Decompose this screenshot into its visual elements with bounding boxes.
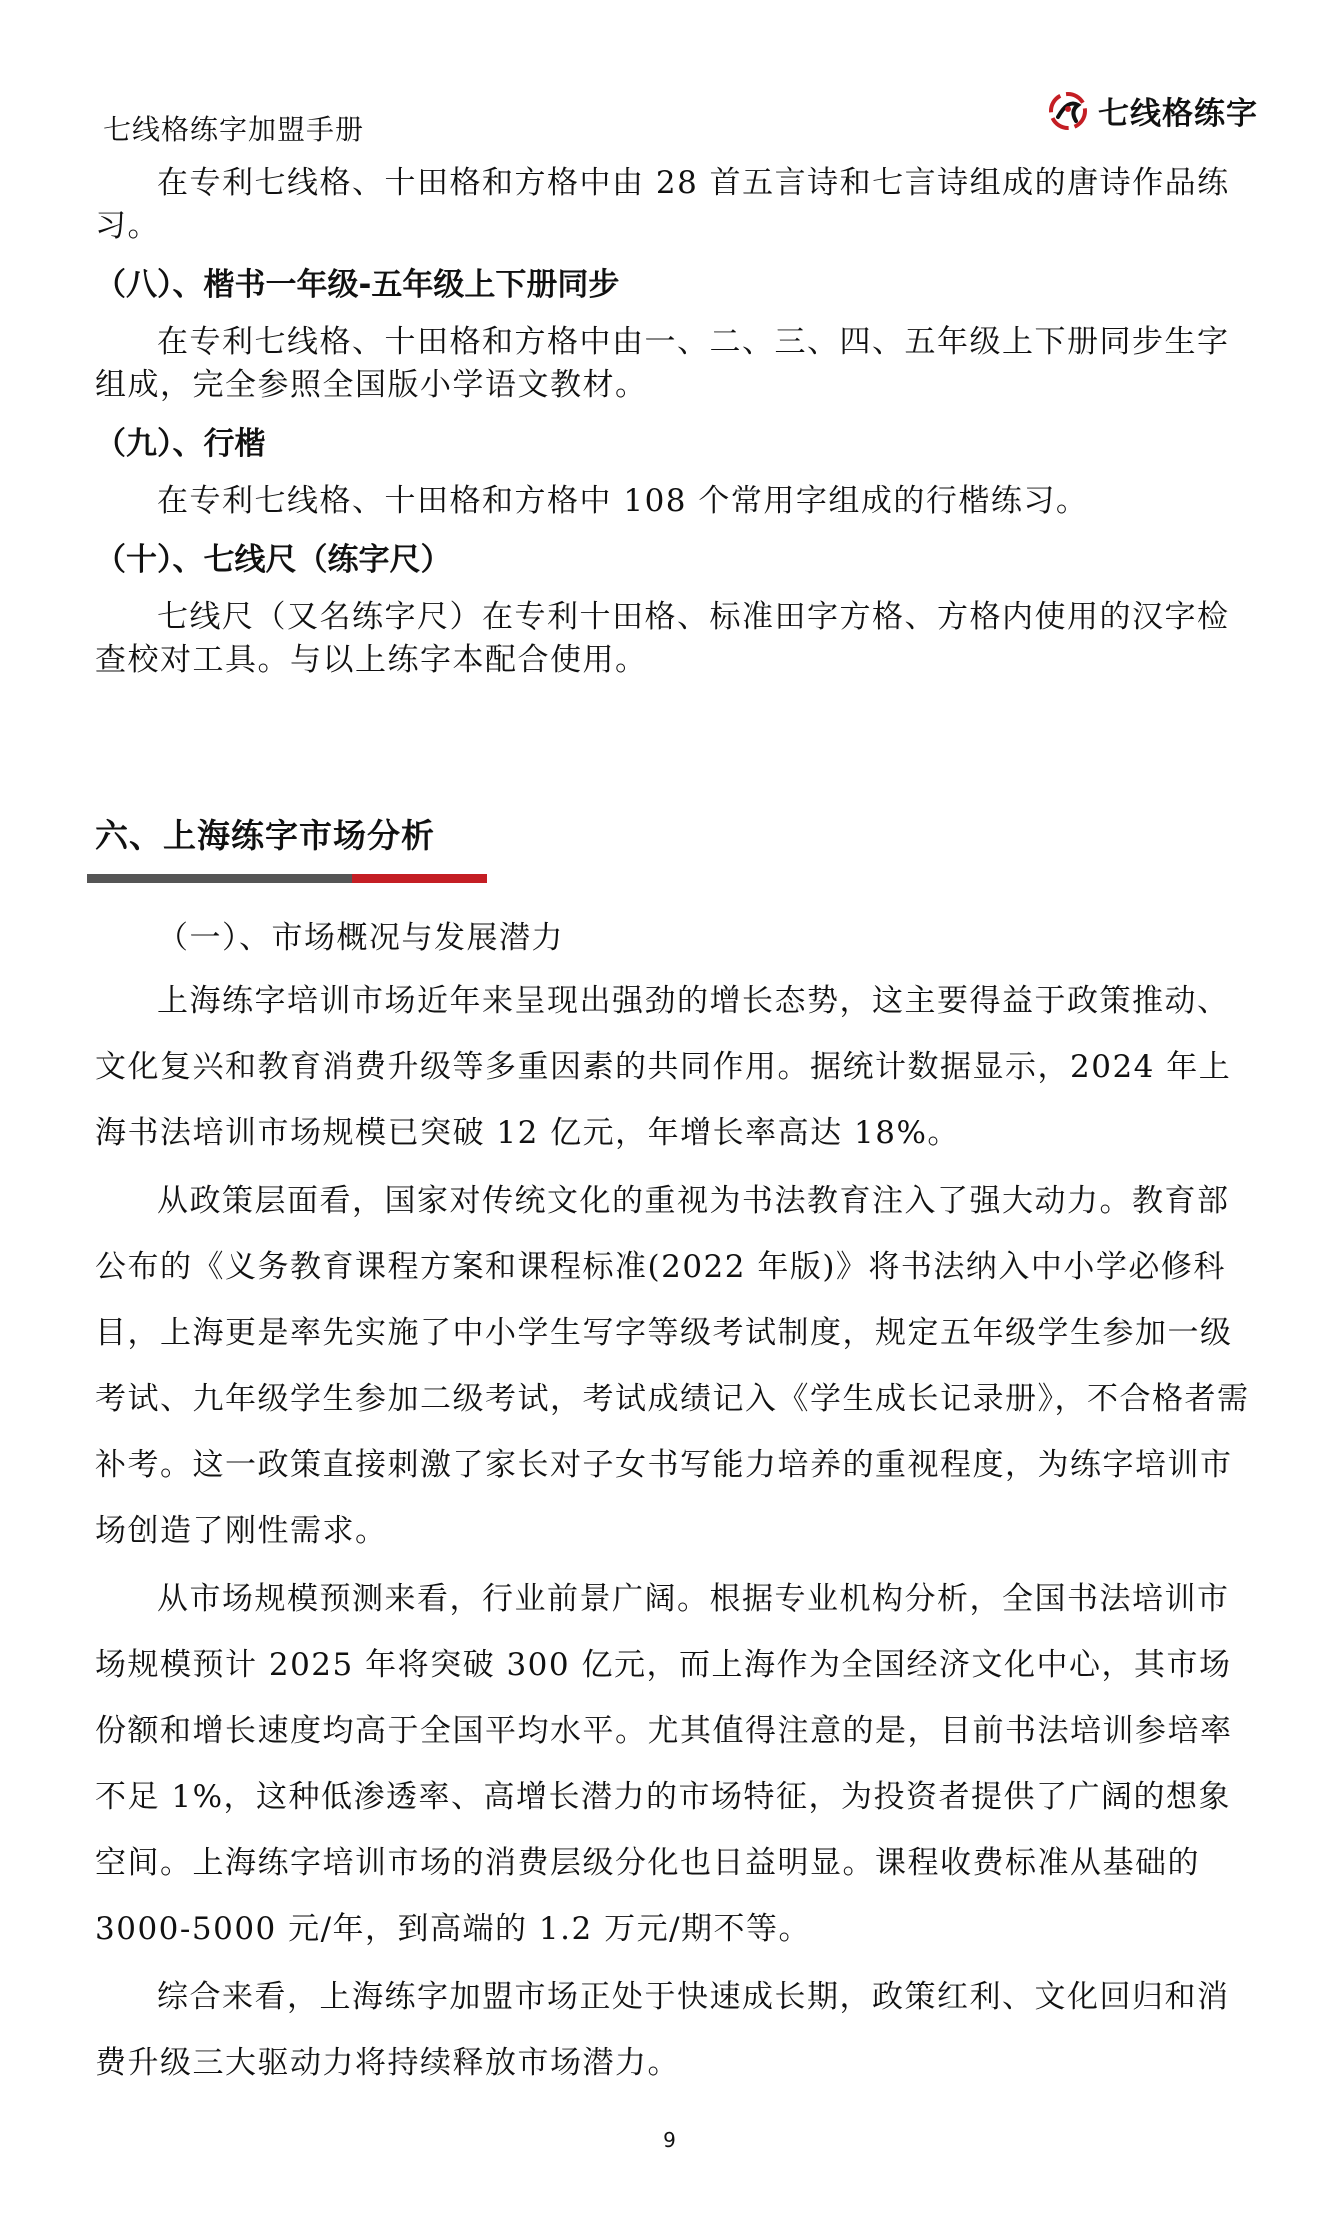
paragraph-policy: 从政策层面看，国家对传统文化的重视为书法教育注入了强大动力。教育部公布的《义务教育课程方案和课程标准(2022 年版)》将书法纳入中小学必修科目，上海更是率先实施了中小学生写字等级考试制度，规定五年级学生参加一级考试、九年级学生参加二级考试，考试成绩记入《学生成长记录册》，不合格者需补考。这一政策直接刺激了家长对子女书写能力培养的重视程度，为练字培训市场创造了刚性需求。 bbox=[95, 1183, 1250, 1549]
heading-ruler: （十）、七线尺（练字尺） bbox=[95, 542, 452, 578]
paragraph-kaishu-sync: 在专利七线格、十田格和方格中由一、二、三、四、五年级上下册同步生字组成，完全参照全国版小学语文教材。 bbox=[95, 324, 1230, 403]
underline-gray bbox=[87, 874, 352, 883]
section-underline bbox=[87, 874, 487, 883]
underline-red bbox=[352, 874, 487, 883]
paragraph-ruler: 七线尺（又名练字尺）在专利十田格、标准田字方格、方格内使用的汉字检查校对工具。与以上练字本配合使用。 bbox=[95, 599, 1230, 678]
top-content bbox=[95, 162, 1255, 682]
document-title: 七线格练字加盟手册 bbox=[103, 113, 365, 146]
section-heading-market: 六、上海练字市场分析 bbox=[95, 816, 435, 855]
paragraph-market-scale: 从市场规模预测来看，行业前景广阔。根据专业机构分析，全国书法培训市场规模预计 2025 年将突破 300 亿元，而上海作为全国经济文化中心，其市场份额和增长速度均高于全国平均水平。尤其值得注意的是，目前书法培训参培率不足 1%，这种低渗透率、高增长潜力的市场特征，为投资者提供了广阔的想象空间。上海练字培训市场的消费层级分化也日益明显。课程收费标准从基础的 3000-5000 元/年，到高端的 1.2 万元/期不等。 bbox=[95, 1581, 1233, 1947]
heading-xingkai: （九）、行楷 bbox=[95, 426, 266, 462]
paragraph-summary: 综合来看，上海练字加盟市场正处于快速成长期，政策红利、文化回归和消费升级三大驱动力将持续释放市场潜力。 bbox=[95, 1979, 1230, 2081]
brand-logo-icon bbox=[1048, 91, 1088, 131]
market-content bbox=[95, 908, 1255, 2098]
subheading-market-overview: （一）、市场概况与发展潜力 bbox=[157, 920, 564, 956]
page-number: 9 bbox=[663, 2128, 676, 2152]
paragraph-market-growth: 上海练字培训市场近年来呈现出强劲的增长态势，这主要得益于政策推动、文化复兴和教育消费升级等多重因素的共同作用。据统计数据显示，2024 年上海书法培训市场规模已突破 12 亿元，年增长率高达 18%。 bbox=[95, 983, 1232, 1151]
brand bbox=[1048, 88, 1258, 133]
paragraph-xingkai: 在专利七线格、十田格和方格中 108 个常用字组成的行楷练习。 bbox=[157, 483, 1089, 519]
brand-name: 七线格练字 bbox=[1098, 96, 1258, 132]
heading-kaishu-sync: （八）、楷书一年级-五年级上下册同步 bbox=[95, 267, 620, 303]
paragraph-tang-poems: 在专利七线格、十田格和方格中由 28 首五言诗和七言诗组成的唐诗作品练习。 bbox=[95, 165, 1230, 244]
